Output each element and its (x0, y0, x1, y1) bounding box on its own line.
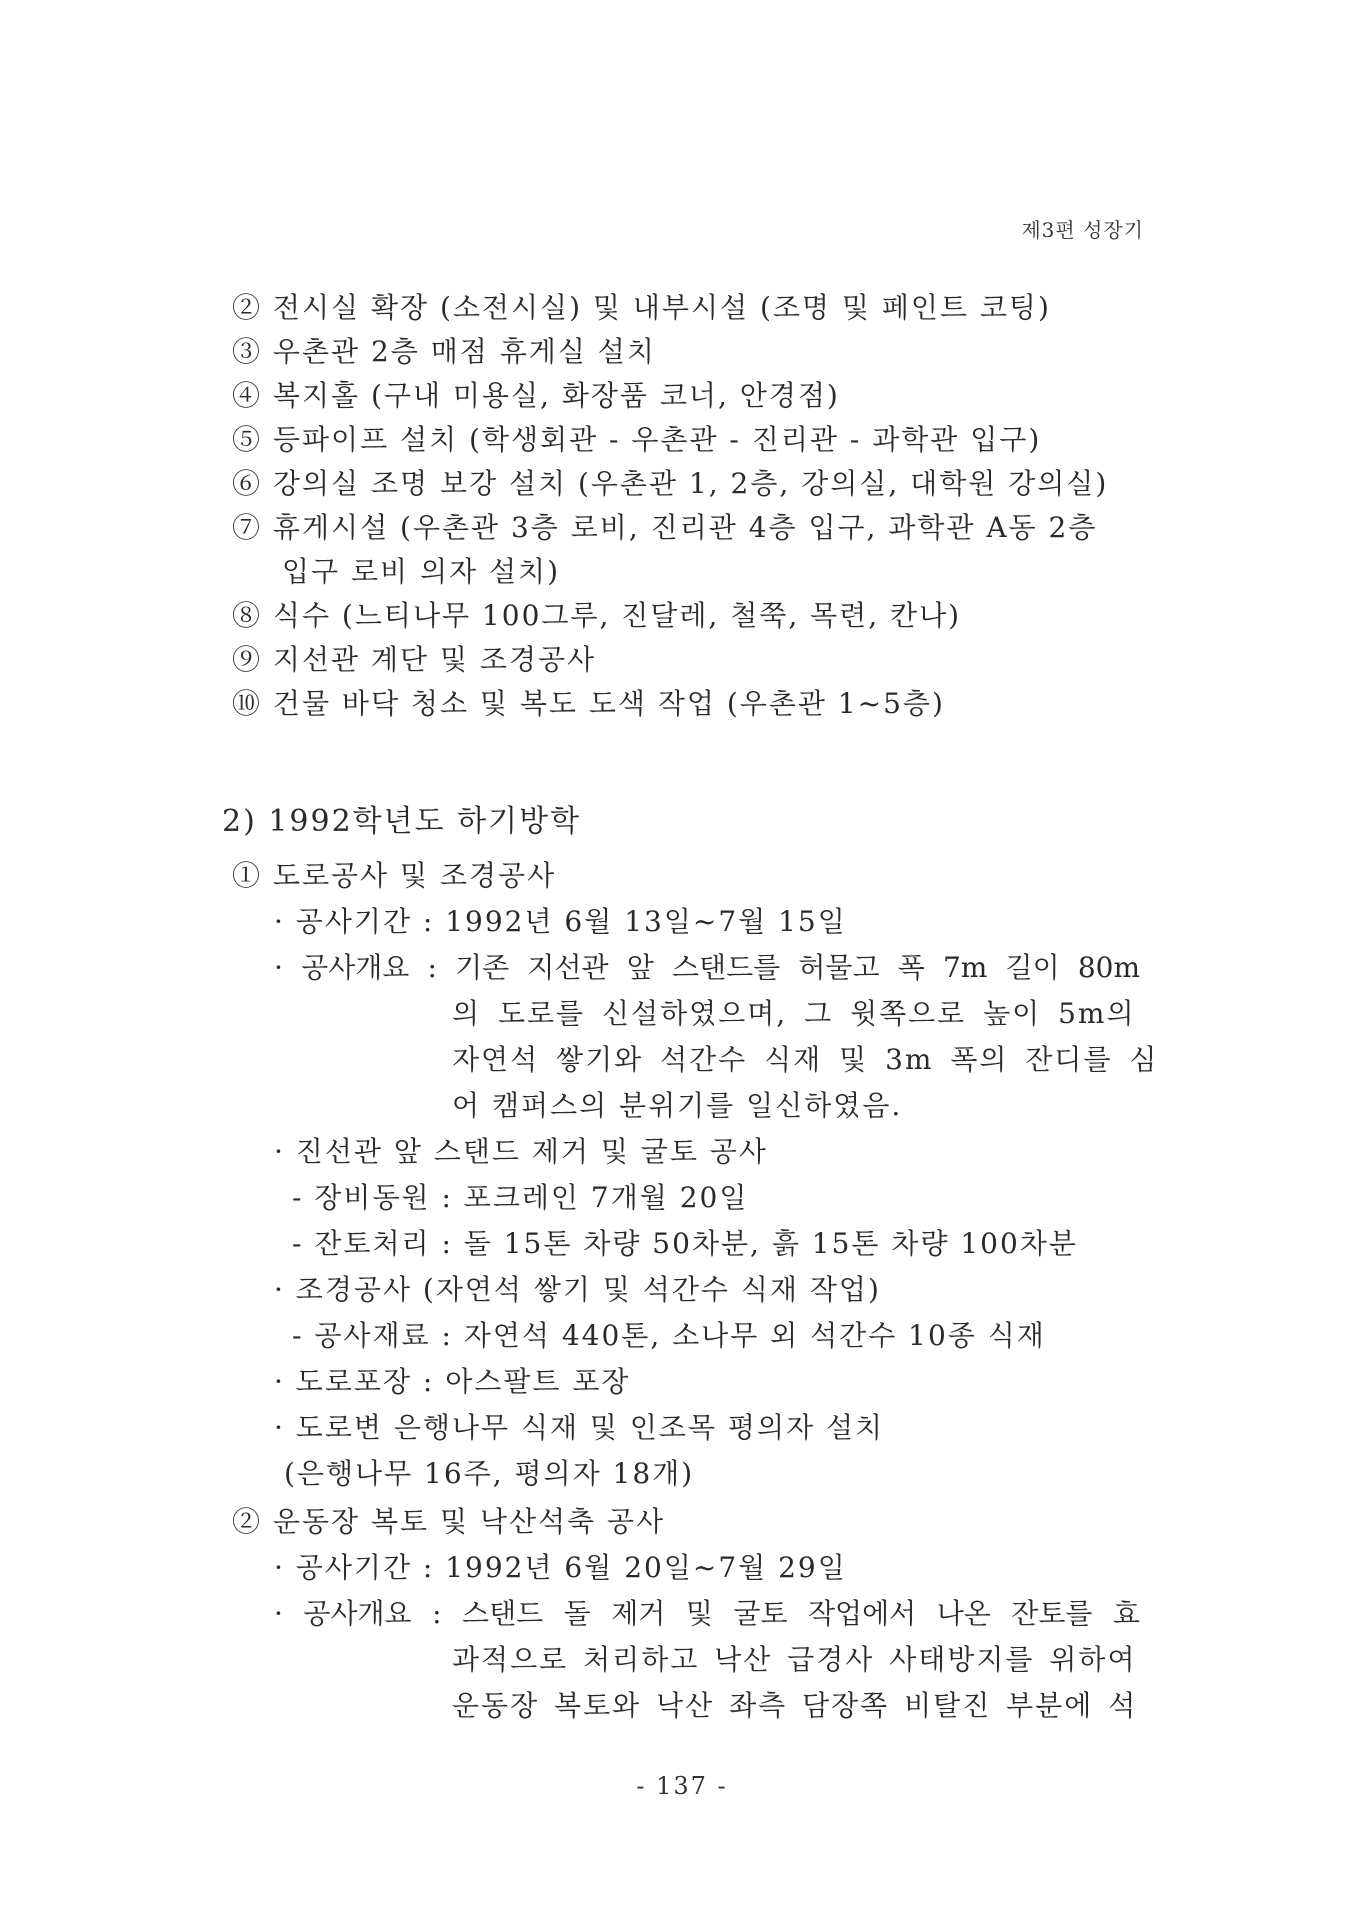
list-item: ⑩ 건물 바닥 청소 및 복도 도색 작업 (우촌관 1~5층) (232, 687, 945, 720)
detail-line: - 장비동원 : 포크레인 7개월 20일 (292, 1181, 749, 1214)
list-item: ③ 우촌관 2층 매점 휴게실 설치 (232, 335, 656, 368)
detail-line: - 잔토처리 : 돌 15톤 차량 50차분, 흙 15톤 차량 100차분 (292, 1227, 1078, 1260)
detail-line: (은행나무 16주, 평의자 18개) (284, 1457, 695, 1490)
detail-line: 어 캠퍼스의 분위기를 일신하였음. (452, 1089, 903, 1122)
detail-line: · 공사개요 : 스탠드 돌 제거 및 굴토 작업에서 나온 잔토를 효 (274, 1597, 1140, 1630)
subsection-title: ② 운동장 복토 및 낙산석축 공사 (232, 1505, 666, 1538)
detail-line: 운동장 복토와 낙산 좌측 담장쪽 비탈진 부분에 석 (452, 1689, 1138, 1722)
list-item: ⑧ 식수 (느티나무 100그루, 진달레, 철쭉, 목련, 칸나) (232, 599, 962, 632)
detail-line: · 공사기간 : 1992년 6월 13일~7월 15일 (274, 905, 847, 938)
detail-line: · 공사기간 : 1992년 6월 20일~7월 29일 (274, 1551, 847, 1584)
detail-line: 자연석 쌓기와 석간수 식재 및 3m 폭의 잔디를 심 (452, 1043, 1159, 1076)
list-item: ⑨ 지선관 계단 및 조경공사 (232, 643, 597, 676)
detail-line: · 도로변 은행나무 식재 및 인조목 평의자 설치 (274, 1411, 885, 1444)
list-item: ⑤ 등파이프 설치 (학생회관 - 우촌관 - 진리관 - 과학관 입구) (232, 423, 1042, 456)
detail-line: 과적으로 처리하고 낙산 급경사 사태방지를 위하여 (452, 1643, 1137, 1676)
detail-line: - 공사재료 : 자연석 440톤, 소나무 외 석간수 10종 식재 (292, 1319, 1046, 1352)
subsection-title: ① 도로공사 및 조경공사 (232, 859, 557, 892)
list-item: ⑥ 강의실 조명 보강 설치 (우촌관 1, 2층, 강의실, 대학원 강의실) (232, 467, 1109, 500)
detail-line: · 공사개요 : 기존 지선관 앞 스탠드를 허물고 폭 7m 길이 80m (274, 951, 1140, 984)
section-header: 제3편 성장기 (1021, 218, 1144, 242)
list-item: ④ 복지홀 (구내 미용실, 화장품 코너, 안경점) (232, 379, 840, 412)
detail-line: · 조경공사 (자연석 쌓기 및 석간수 식재 작업) (274, 1273, 881, 1306)
list-item-continuation: 입구 로비 의자 설치) (282, 555, 561, 588)
detail-line: · 진선관 앞 스탠드 제거 및 굴토 공사 (274, 1135, 768, 1168)
list-item: ② 전시실 확장 (소전시실) 및 내부시설 (조명 및 페인트 코팅) (232, 291, 1051, 324)
page-number: - 137 - (636, 1772, 728, 1800)
section-heading: 2) 1992학년도 하기방학 (222, 804, 582, 839)
detail-line: 의 도로를 신설하였으며, 그 윗쪽으로 높이 5m의 (452, 997, 1136, 1030)
list-item: ⑦ 휴게시설 (우촌관 3층 로비, 진리관 4층 입구, 과학관 A동 2층 (232, 511, 1098, 544)
detail-line: · 도로포장 : 아스팔트 포장 (274, 1365, 631, 1398)
